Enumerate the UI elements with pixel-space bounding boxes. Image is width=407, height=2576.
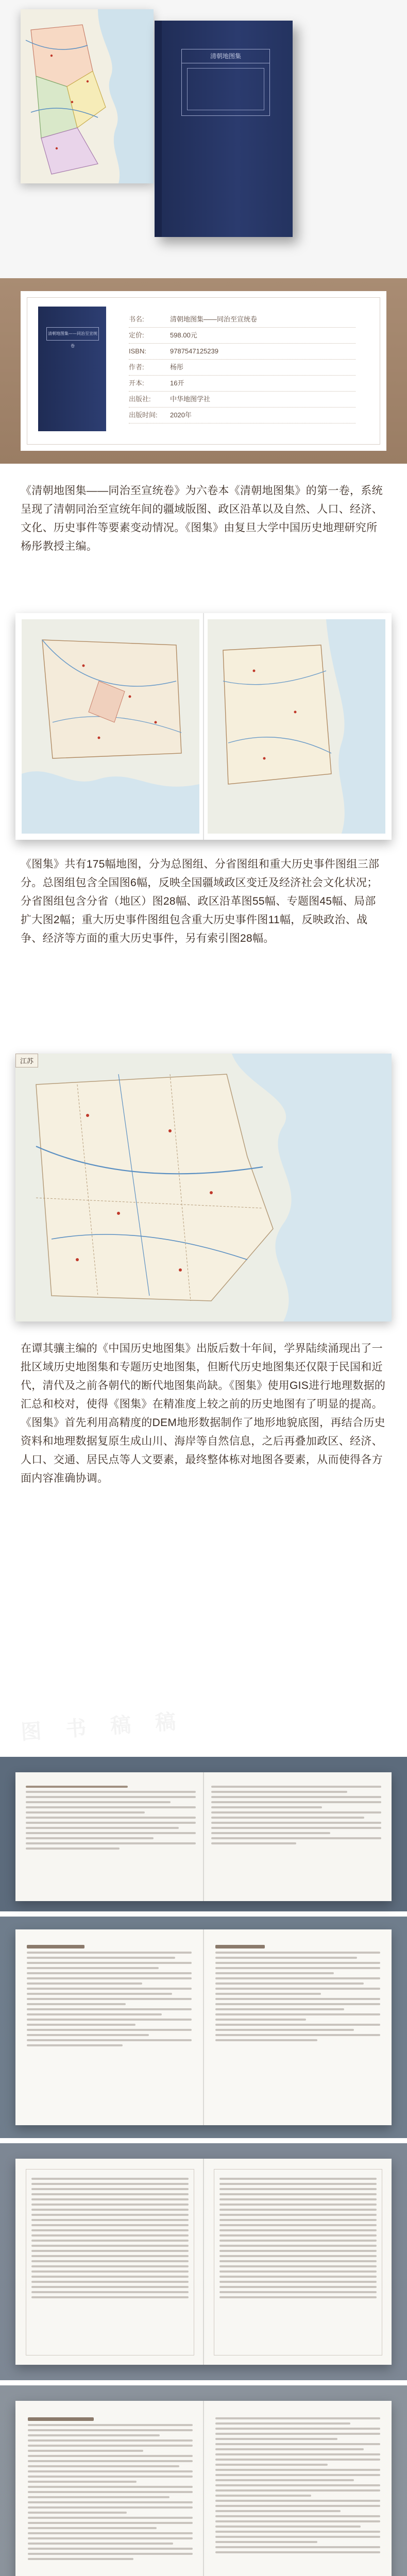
cover-thumbnail-title: 清朝地图集——同治至宣统卷 [46,327,99,341]
info-row-title: 书名: 清朝地图集——同治至宣统卷 [129,312,355,328]
info-rows [129,312,355,423]
hero-section [0,0,407,278]
map-title-jiangsu: 江苏 [15,1054,38,1067]
info-row-isbn: ISBN: 9787547125239 [129,344,355,360]
info-row-format: 开本: 16开 [129,376,355,392]
intro-paragraph: 《清朝地图集——同治至宣统卷》为六卷本《清朝地图集》的第一卷，系统呈现了清朝同治至宣统年间的疆域版图、政区沿革以及自然、人口、经济、文化、历史事件等要素变动情况。《图集》由复旦大学中国历史地理研究所杨彤教授主编。 [21,485,383,552]
index-photo-background [0,2385,407,2576]
map-spread-jiangsu [15,1054,392,1321]
cover-thumbnail [38,307,106,431]
index-left-columns [28,2414,193,2563]
info-row-price: 定价: 598.00元 [129,328,355,344]
index-spread [15,2401,392,2576]
info-row-author: 作者: 杨彤 [129,360,355,376]
map-spread-1 [15,613,392,840]
watermark: 图 书 稿 稿 [20,1709,186,1744]
tables-page-spread [15,2159,392,2365]
table-page-left [26,2169,194,2355]
tables-photo-background [0,2143,407,2380]
contents-photo-background [0,1917,407,2138]
map-right-page [208,619,385,834]
hero-map-image [21,9,154,183]
cover-title: 清朝地图集 [182,49,269,63]
info-row-date: 出版时间: 2020年 [129,408,355,423]
index-gutter [203,1772,204,1901]
table-page-right [214,2169,382,2355]
index-page-left [26,1783,196,1853]
index-page-right [211,1783,381,1848]
contents-page-left [27,1942,192,2049]
index-spread-gutter [203,2401,204,2576]
book-spine [155,21,162,237]
index-right-columns [215,2414,380,2556]
tables-gutter [203,2159,204,2365]
book-info-section [0,278,407,464]
contents-paragraph: 《图集》共有175幅地图，分为总图组、分省图组和重大历史事件图组三部分。总图组包含全国图6幅，反映全国疆域政区变迁及经济社会文化状况；分省图组包含分省（地区）图28幅、政区沿革图55幅、专题图45幅、局部扩大图2幅；重大历史事件图组包含重大历史事件图11幅，反映政治、战争、经济等方面的重大历史事件，另有索引图28幅。 [21,858,380,944]
cover-title-frame [181,49,270,116]
page-photo-background [0,1757,407,1911]
book-info-card [21,291,386,451]
contents-page-spread [15,1929,392,2125]
index-page-spread [15,1772,392,1901]
contents-page-right [215,1942,380,2044]
method-paragraph: 在谭其骧主编的《中国历史地图集》出版后数十年间，学界陆续涌现出了一批区域历史地图集和专题历史地图集，但断代历史地图集还仅限于民国和近代，清代及之前各朝代的断代地图集尚缺。《图集》使用GIS进行地理数据的汇总和校对，使得《图集》在精准度上较之前的历史地图有了明显的提高。《图集》首先利用高精度的DEM地形数据制作了地形地貌底图，再结合历史资料和地理数据复原生成山川、海岸等自然信息，之后再叠加政区、经济、人口、交通、居民点等人文要素，最终整体栋对地图各要素，从而使得各方面内容准确协调。 [21,1343,386,1484]
book-cover [155,21,293,237]
spread-gutter [203,613,204,840]
cover-inner-frame [187,68,264,110]
contents-gutter [203,1929,204,2125]
info-row-publisher: 出版社: 中华地图学社 [129,392,355,408]
map-left-page [22,619,199,834]
